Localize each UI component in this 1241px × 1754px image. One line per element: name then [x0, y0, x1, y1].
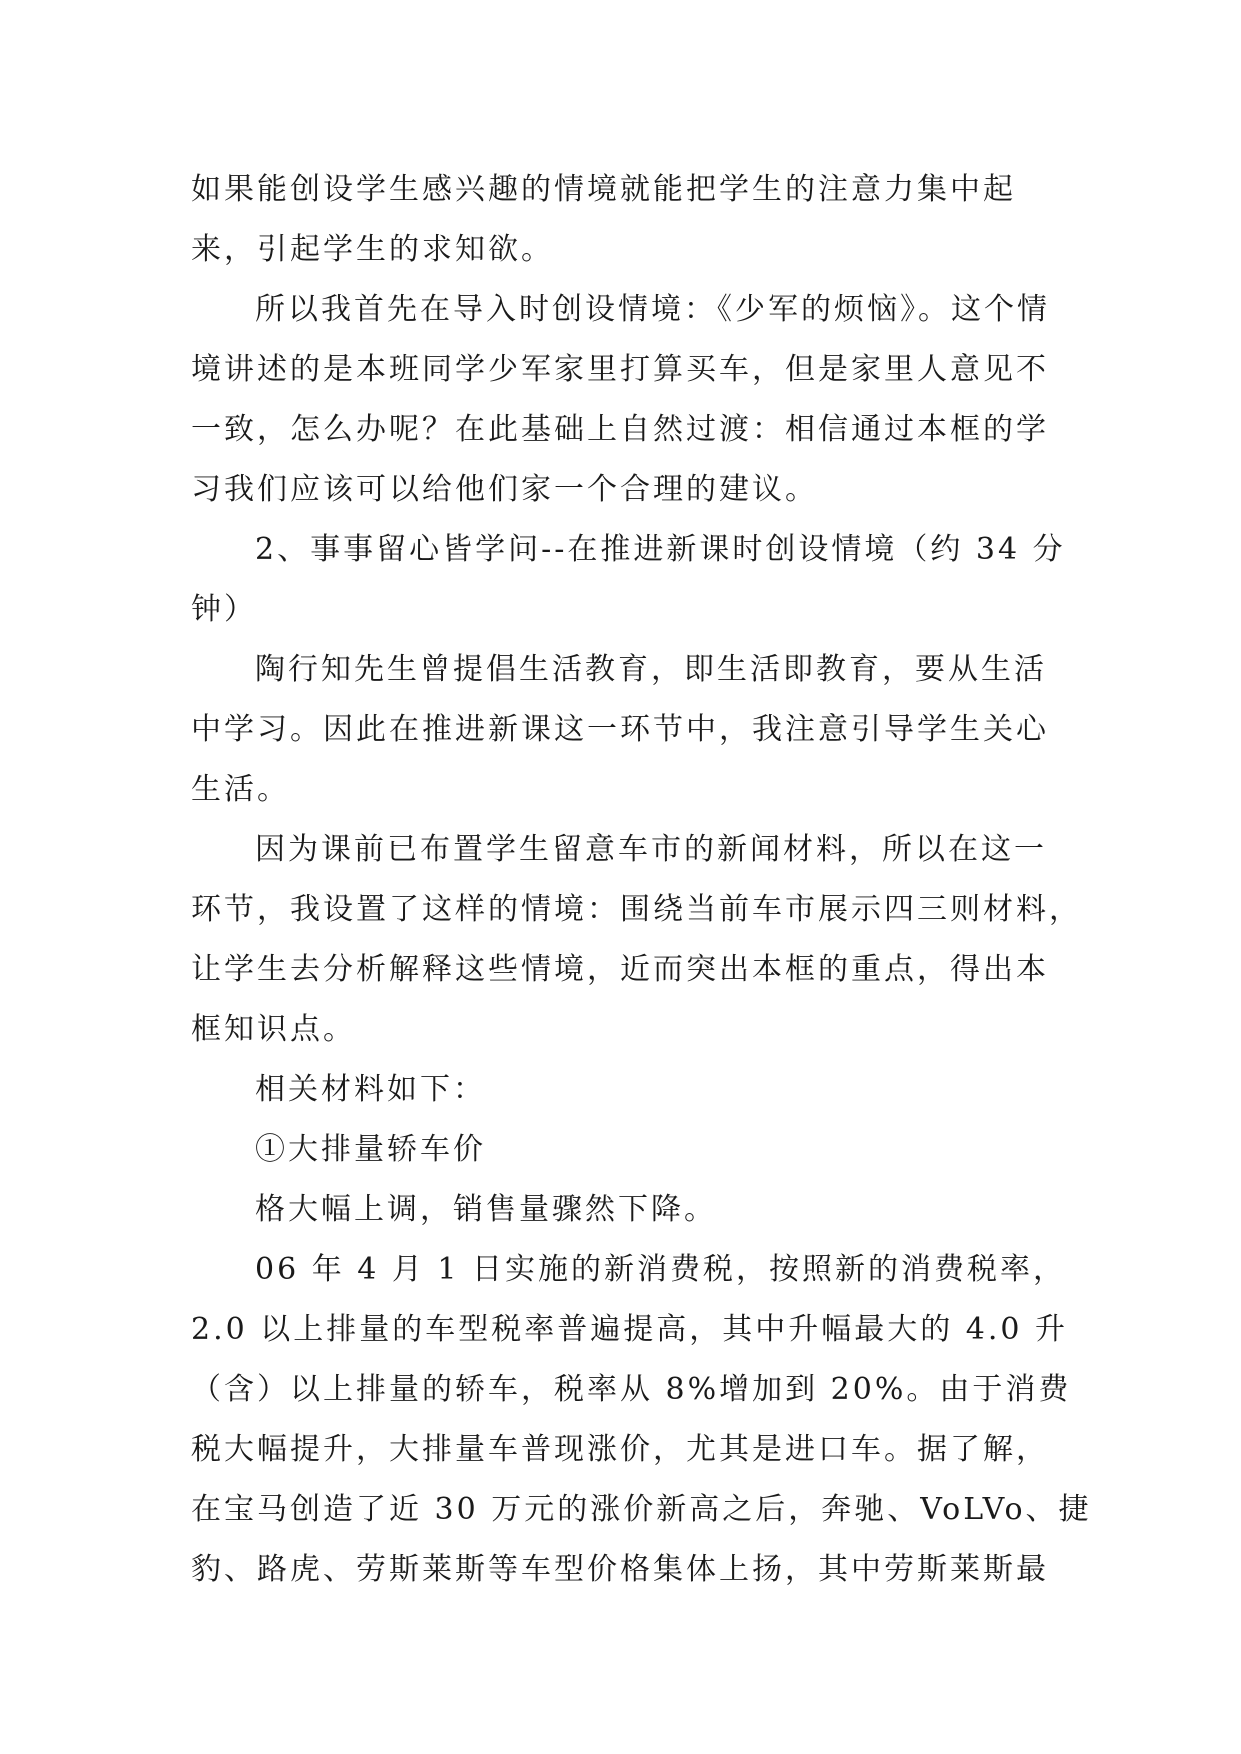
list-item [191, 1120, 1051, 1180]
text-line: 让学生去分析解释这些情境，近而突出本框的重点，得出本 [191, 952, 1049, 987]
paragraph [191, 160, 1051, 280]
text-line: 境讲述的是本班同学少军家里打算买车，但是家里人意见不 [191, 352, 1049, 387]
text-line: 中学习。因此在推进新课这一环节中，我注意引导学生关心 [191, 712, 1049, 747]
text-line: 钟） [191, 592, 257, 627]
text-line: 在宝马创造了近 30 万元的涨价新高之后，奔驰、VoLVo、捷 [191, 1492, 1092, 1527]
text-line: 环节，我设置了这样的情境：围绕当前车市展示四三则材料， [191, 892, 1082, 927]
paragraph [191, 820, 1082, 1060]
text-line: 来，引起学生的求知欲。 [191, 232, 554, 267]
paragraph [191, 280, 1051, 520]
text-line: 相关材料如下： [255, 1072, 486, 1107]
paragraph [191, 640, 1051, 820]
text-line: 格大幅上调，销售量骤然下降。 [255, 1192, 717, 1227]
text-line: 所以我首先在导入时创设情境：《少军的烦恼》。这个情 [255, 292, 1050, 327]
paragraph [191, 1240, 1092, 1600]
text-line: 2、事事留心皆学问--在推进新课时创设情境（约 34 分 [255, 532, 1066, 567]
paragraph [191, 1180, 1051, 1240]
text-line: 06 年 4 月 1 日实施的新消费税，按照新的消费税率， [255, 1252, 1067, 1287]
text-line: 一致，怎么办呢？在此基础上自然过渡：相信通过本框的学 [191, 412, 1049, 447]
text-line: ①大排量轿车价 [255, 1132, 486, 1167]
text-line: 豹、路虎、劳斯莱斯等车型价格集体上扬，其中劳斯莱斯最 [191, 1552, 1049, 1587]
text-line: 2.0 以上排量的车型税率普遍提高，其中升幅最大的 4.0 升 [191, 1312, 1069, 1347]
text-line: 生活。 [191, 772, 290, 807]
paragraph [191, 1060, 1051, 1120]
document-body [191, 160, 1092, 1600]
section-heading [191, 520, 1066, 640]
text-line: 因为课前已布置学生留意车市的新闻材料，所以在这一 [255, 832, 1047, 867]
text-line: 如果能创设学生感兴趣的情境就能把学生的注意力集中起 [191, 172, 1016, 207]
text-line: 陶行知先生曾提倡生活教育，即生活即教育，要从生活 [255, 652, 1047, 687]
text-line: 框知识点。 [191, 1012, 356, 1047]
text-line: 习我们应该可以给他们家一个合理的建议。 [191, 472, 818, 507]
text-line: （含）以上排量的轿车，税率从 8%增加到 20%。由于消费 [191, 1372, 1072, 1407]
text-line: 税大幅提升，大排量车普现涨价，尤其是进口车。据了解， [191, 1432, 1049, 1467]
